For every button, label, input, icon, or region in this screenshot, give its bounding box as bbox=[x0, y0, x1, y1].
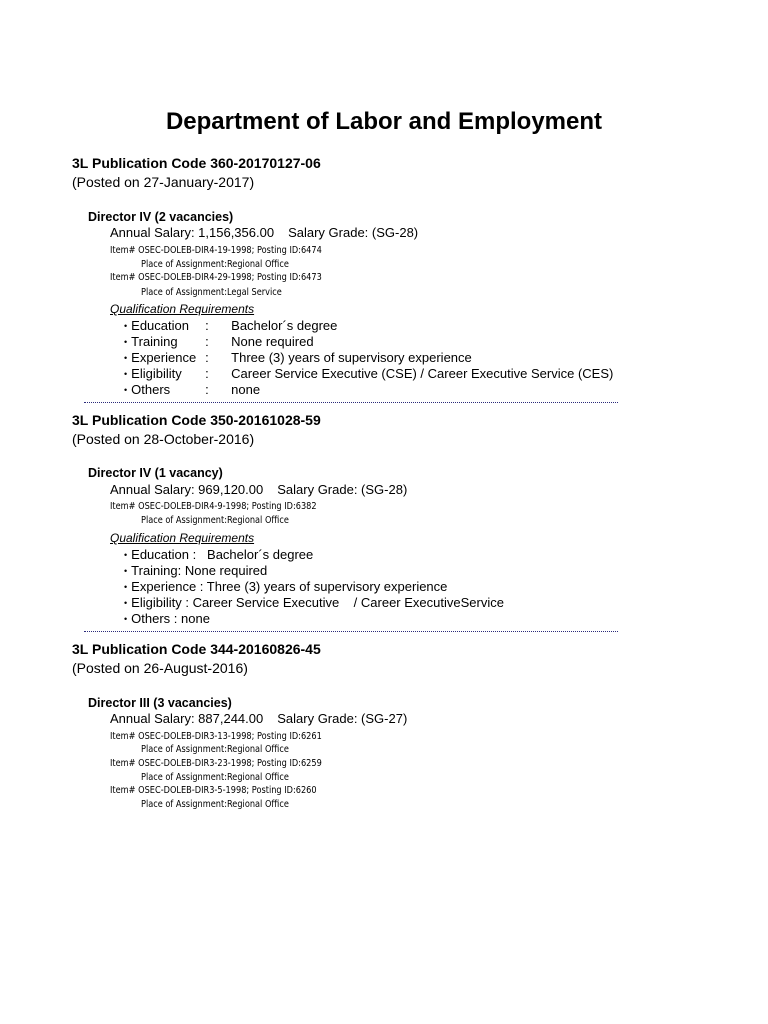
qualification-label: Eligibility bbox=[131, 366, 182, 381]
posted-date: (Posted on 28-October-2016) bbox=[72, 431, 255, 447]
annual-salary: Annual Salary: 1,156,356.00 bbox=[110, 225, 275, 240]
salary-grade: Salary Grade: (SG-28) bbox=[288, 225, 419, 240]
bullet-icon: • bbox=[124, 321, 128, 331]
position-title: Director IV (1 vacancy) bbox=[88, 466, 223, 480]
qualification-label: Training bbox=[131, 334, 178, 349]
position-title: Director III (3 vacancies) bbox=[88, 696, 232, 710]
salary-line bbox=[110, 711, 407, 726]
bullet-icon: • bbox=[124, 566, 128, 576]
qualification-colon: : bbox=[205, 318, 209, 333]
place-of-assignment: Place of Assignment:Regional Office bbox=[141, 259, 289, 270]
qualification-text: Eligibility : Career Service Executive / Career ExecutiveService bbox=[131, 595, 504, 610]
qualification-value: none bbox=[231, 382, 261, 397]
salary-line bbox=[110, 225, 418, 240]
salary-grade: Salary Grade: (SG-27) bbox=[277, 711, 408, 726]
qualification-label: Others bbox=[131, 382, 171, 397]
qualification-colon: : bbox=[205, 382, 209, 397]
publication-code: 3L Publication Code 350-20161028-59 bbox=[72, 412, 321, 428]
qualification-item bbox=[124, 547, 313, 562]
qualification-colon: : bbox=[205, 334, 209, 349]
item-number: Item# OSEC-DOLEB-DIR4-19-1998; Posting ID:6474 bbox=[110, 245, 322, 256]
qualification-colon: : bbox=[205, 366, 209, 381]
qualification-item bbox=[124, 350, 472, 365]
qualification-label: Education bbox=[131, 318, 189, 333]
qualification-value: Bachelor´s degree bbox=[231, 318, 338, 333]
qualification-value: Career Service Executive (CSE) / Career Executive Service (CES) bbox=[231, 366, 614, 381]
item-number: Item# OSEC-DOLEB-DIR4-29-1998; Posting ID:6473 bbox=[110, 272, 322, 283]
qualification-text: Experience : Three (3) years of supervisory experience bbox=[131, 579, 448, 594]
qualification-text: Training: None required bbox=[131, 563, 268, 578]
salary-grade: Salary Grade: (SG-28) bbox=[277, 482, 408, 497]
item-number: Item# OSEC-DOLEB-DIR3-23-1998; Posting ID:6259 bbox=[110, 758, 322, 769]
qualification-item bbox=[124, 579, 447, 594]
qualification-colon: : bbox=[205, 350, 209, 365]
bullet-icon: • bbox=[124, 369, 128, 379]
bullet-icon: • bbox=[124, 550, 128, 560]
annual-salary: Annual Salary: 887,244.00 bbox=[110, 711, 264, 726]
bullet-icon: • bbox=[124, 385, 128, 395]
qualification-text: Education : Bachelor´s degree bbox=[131, 547, 314, 562]
place-of-assignment: Place of Assignment:Legal Service bbox=[141, 287, 282, 298]
bullet-icon: • bbox=[124, 582, 128, 592]
item-number: Item# OSEC-DOLEB-DIR3-5-1998; Posting ID:6260 bbox=[110, 785, 317, 796]
qualification-item bbox=[124, 595, 504, 610]
item-number: Item# OSEC-DOLEB-DIR3-13-1998; Posting ID:6261 bbox=[110, 731, 322, 742]
qualification-item bbox=[124, 611, 210, 626]
qualification-value: None required bbox=[231, 334, 314, 349]
posted-date: (Posted on 27-January-2017) bbox=[72, 174, 255, 190]
place-of-assignment: Place of Assignment:Regional Office bbox=[141, 772, 289, 783]
publication-code: 3L Publication Code 344-20160826-45 bbox=[72, 641, 321, 657]
salary-line bbox=[110, 482, 407, 497]
bullet-icon: • bbox=[124, 353, 128, 363]
position-title: Director IV (2 vacancies) bbox=[88, 210, 234, 224]
place-of-assignment: Place of Assignment:Regional Office bbox=[141, 799, 289, 810]
qualification-heading: Qualification Requirements bbox=[110, 302, 255, 316]
qualification-item bbox=[124, 366, 613, 381]
place-of-assignment: Place of Assignment:Regional Office bbox=[141, 744, 289, 755]
section-divider bbox=[84, 402, 618, 403]
page-title: Department of Labor and Employment bbox=[165, 108, 603, 135]
item-number: Item# OSEC-DOLEB-DIR4-9-1998; Posting ID:6382 bbox=[110, 501, 317, 512]
publication-code: 3L Publication Code 360-20170127-06 bbox=[72, 155, 321, 171]
qualification-item bbox=[124, 382, 260, 397]
qualification-item bbox=[124, 334, 314, 349]
qualification-heading: Qualification Requirements bbox=[110, 531, 255, 545]
section-divider bbox=[84, 631, 618, 632]
qualification-item bbox=[124, 318, 337, 333]
bullet-icon: • bbox=[124, 337, 128, 347]
qualification-value: Three (3) years of supervisory experience bbox=[231, 350, 472, 365]
qualification-item bbox=[124, 563, 267, 578]
qualification-label: Experience bbox=[131, 350, 197, 365]
qualification-text: Others : none bbox=[131, 611, 210, 626]
place-of-assignment: Place of Assignment:Regional Office bbox=[141, 515, 289, 526]
annual-salary: Annual Salary: 969,120.00 bbox=[110, 482, 264, 497]
bullet-icon: • bbox=[124, 614, 128, 624]
bullet-icon: • bbox=[124, 598, 128, 608]
posted-date: (Posted on 26-August-2016) bbox=[72, 660, 248, 676]
